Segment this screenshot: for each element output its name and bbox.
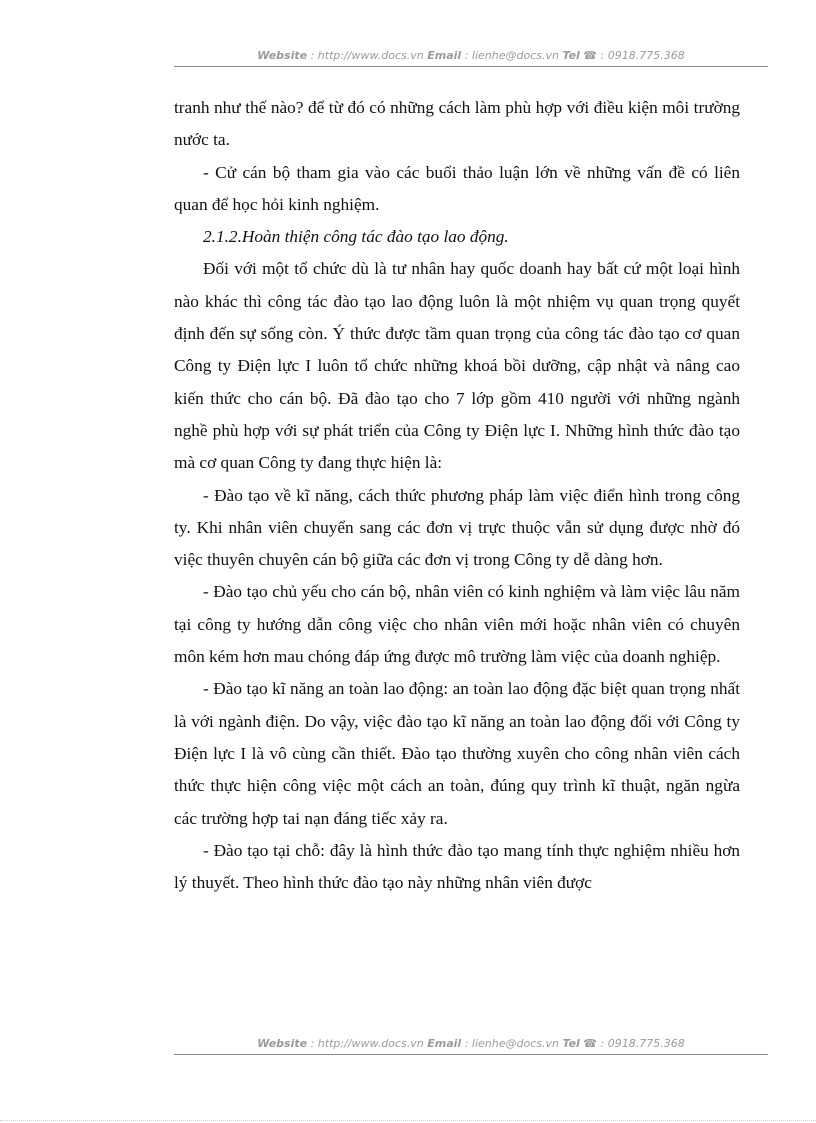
header-divider (174, 66, 768, 67)
footer-email-label: Email (427, 1037, 462, 1050)
paragraph-bullet-mentoring: - Đào tạo chủ yếu cho cán bộ, nhân viên có kinh nghiệm và làm việc lâu năm tại công ty hướng dẫn công việc cho nhân viên mới hoặc nhân viên có chuyên môn kém hơn mau chóng đáp ứng được mô trường làm việc của doanh nghiệp. (174, 582, 740, 667)
footer-website-link[interactable]: : http://www.docs.vn (307, 1037, 428, 1050)
page-body (174, 92, 740, 899)
paragraph-bullet-discussion: - Cử cán bộ tham gia vào các buổi thảo luận lớn về những vấn đề có liên quan để học hỏi kinh nghiệm. (174, 162, 740, 214)
paragraph-bullet-skills: - Đào tạo về kĩ năng, cách thức phương pháp làm việc điển hình trong công ty. Khi nhân viên chuyển sang các đơn vị trực thuộc vẫn sử dụng được nhờ đó việc thuyên chuyên cán bộ giữa các đơn vị trong Công ty dễ dàng hơn. (174, 485, 740, 570)
header-tel-label: Tel (562, 49, 580, 62)
page-footer (174, 1037, 768, 1050)
paragraph-bullet-safety: - Đào tạo kĩ năng an toàn lao động: an toàn lao động đặc biệt quan trọng nhất là với ngành điện. Do vậy, việc đào tạo kĩ năng an toàn lao động đối với Công ty Điện lực I là vô cùng cần thiết. Đào tạo thường xuyên cho công nhân viên cách thức thực hiện công việc một cách an toàn, đúng quy trình kĩ thuật, ngăn ngừa các trường hợp tai nạn đáng tiếc xảy ra. (174, 679, 740, 828)
paragraph-bullet-onsite: - Đào tạo tại chỗ: đây là hình thức đào tạo mang tính thực nghiệm nhiều hơn lý thuyết. Theo hình thức đào tạo này những nhân viên được (174, 840, 740, 893)
header-tel-value: ☎ : 0918.775.368 (579, 49, 685, 62)
footer-tel-value: ☎ : 0918.775.368 (579, 1037, 685, 1050)
header-website-label: Website (257, 49, 308, 62)
footer-tel-label: Tel (562, 1037, 580, 1050)
footer-website-label: Website (257, 1037, 308, 1050)
header-website-link[interactable]: : http://www.docs.vn (307, 49, 428, 62)
footer-email-link[interactable]: : lienhe@docs.vn (461, 1037, 563, 1050)
section-heading: 2.1.2.Hoàn thiện công tác đào tạo lao động. (203, 227, 509, 247)
page-header (174, 49, 768, 62)
page-edge-divider (0, 1120, 816, 1121)
footer-divider (174, 1054, 768, 1055)
paragraph-training-overview: Đối với một tổ chức dù là tư nhân hay quốc doanh hay bất cứ một loại hình nào khác thì công tác đào tạo lao động luôn là một nhiệm vụ quan trọng quyết định đến sự sống còn. Ý thức được tầm quan trọng của công tác đào tạo cơ quan Công ty Điện lực I luôn tổ chức những khoá bồi dưỡng, cập nhật và nâng cao kiến thức cho cán bộ. Đã đào tạo cho 7 lớp gồm 410 người với những ngành nghề phù hợp với sự phát triển của Công ty Điện lực I. Những hình thức đào tạo mà cơ quan Công ty đang thực hiện là: (174, 259, 740, 473)
header-email-label: Email (427, 49, 462, 62)
paragraph-continuation: tranh như thế nào? để từ đó có những cách làm phù hợp với điều kiện môi trường nước ta. (174, 98, 740, 150)
header-email-link[interactable]: : lienhe@docs.vn (461, 49, 563, 62)
